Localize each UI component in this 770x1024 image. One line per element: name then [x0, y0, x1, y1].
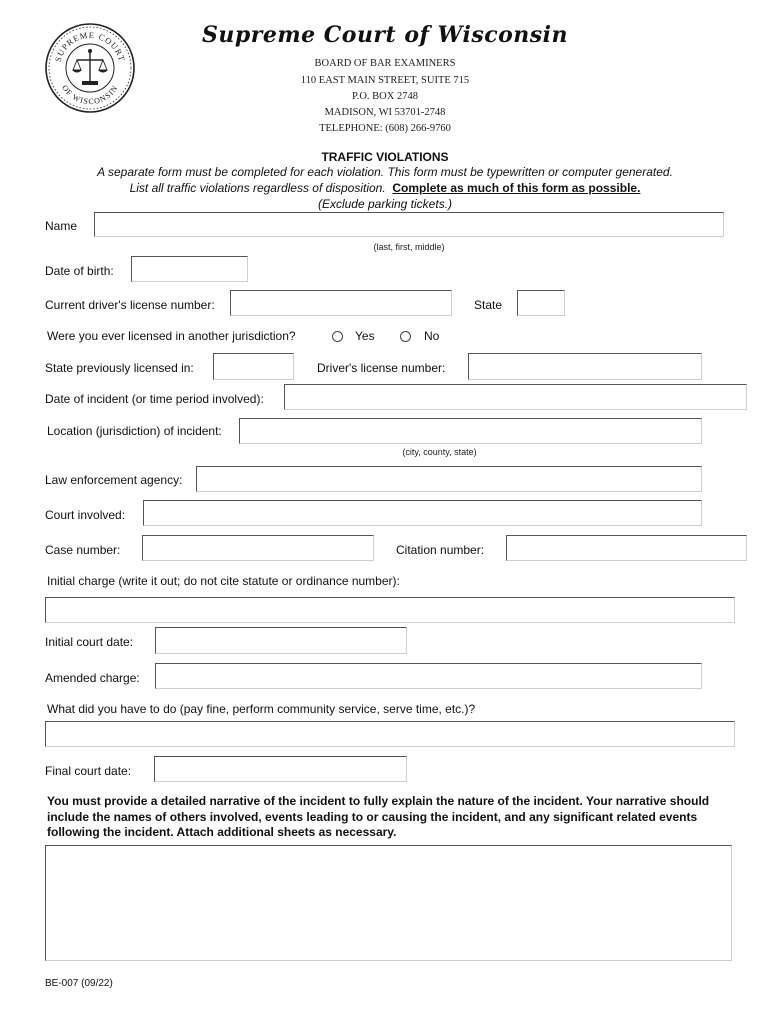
yes-radio[interactable] — [332, 331, 343, 342]
name-input[interactable] — [94, 212, 724, 237]
no-label: No — [424, 329, 440, 343]
instruction-line-3: (Exclude parking tickets.) — [317, 197, 453, 211]
instruction-line-2 — [0, 181, 770, 195]
location-hint: (city, county, state) — [402, 447, 477, 457]
initial-court-date-label: Initial court date: — [45, 635, 134, 649]
initial-charge-label: Initial charge (write it out; do not cite statute or ordinance number): — [47, 574, 400, 588]
court-name-title: Supreme Court of Wisconsin — [201, 22, 569, 48]
prev-state-input[interactable] — [213, 353, 294, 380]
po-box: P.O. BOX 2748 — [352, 91, 418, 102]
board-name: BOARD OF BAR EXAMINERS — [314, 58, 456, 69]
agency-label: Law enforcement agency: — [45, 473, 183, 487]
initial-court-date-input[interactable] — [155, 627, 407, 654]
license-input[interactable] — [230, 290, 452, 316]
svg-text:OF WISCONSIN: OF WISCONSIN — [60, 83, 120, 107]
svg-text:SUPREME COURT: SUPREME COURT — [52, 29, 128, 63]
state-input[interactable] — [517, 290, 565, 316]
prev-license-input[interactable] — [468, 353, 702, 380]
narrative-instruction: You must provide a detailed narrative of the incident to fully explain the nature of the incident. Your narrative should include the names of others involved, events leading to or causing the incident, and any significant related events following the incident. Attach additional sheets as necessary. — [47, 794, 710, 839]
location-input[interactable] — [239, 418, 702, 444]
incident-date-label: Date of incident (or time period involved): — [45, 392, 264, 406]
amended-charge-label: Amended charge: — [45, 671, 140, 685]
location-label: Location (jurisdiction) of incident: — [47, 424, 222, 438]
dob-label: Date of birth: — [45, 264, 114, 278]
case-input[interactable] — [142, 535, 374, 561]
name-hint: (last, first, middle) — [373, 242, 445, 252]
citation-label: Citation number: — [396, 543, 485, 557]
form-title: TRAFFIC VIOLATIONS — [321, 150, 449, 164]
instruction-line-2-text: List all traffic violations regardless of disposition. — [129, 181, 386, 195]
citation-input[interactable] — [506, 535, 747, 561]
street-address: 110 EAST MAIN STREET, SUITE 715 — [300, 75, 470, 86]
initial-charge-input[interactable] — [45, 597, 735, 623]
amended-charge-input[interactable] — [155, 663, 702, 689]
instruction-emphasis: Complete as much of this form as possible. — [392, 181, 641, 195]
prev-state-label: State previously licensed in: — [45, 361, 194, 375]
state-label: State — [474, 298, 503, 312]
no-radio[interactable] — [400, 331, 411, 342]
narrative-textarea[interactable] — [45, 845, 732, 961]
yes-label: Yes — [355, 329, 375, 343]
incident-date-input[interactable] — [284, 384, 747, 410]
what-did-label: What did you have to do (pay fine, perform community service, serve time, etc.)? — [47, 702, 476, 716]
city-state-zip: MADISON, WI 53701-2748 — [324, 107, 446, 118]
prev-license-label: Driver's license number: — [317, 361, 446, 375]
final-court-date-label: Final court date: — [45, 764, 132, 778]
what-did-input[interactable] — [45, 721, 735, 747]
other-jurisdiction-label: Were you ever licensed in another jurisdiction? — [47, 329, 296, 343]
court-label: Court involved: — [45, 508, 126, 522]
final-court-date-input[interactable] — [154, 756, 407, 782]
instruction-line-1: A separate form must be completed for each violation. This form must be typewritten or computer generated. — [97, 165, 673, 179]
form-code: BE-007 (09/22) — [45, 978, 113, 989]
court-input[interactable] — [143, 500, 702, 526]
name-label: Name — [45, 219, 78, 233]
case-label: Case number: — [45, 543, 121, 557]
telephone: TELEPHONE: (608) 266-9760 — [319, 123, 451, 134]
license-label: Current driver's license number: — [45, 298, 215, 312]
dob-input[interactable] — [131, 256, 248, 282]
agency-input[interactable] — [196, 466, 702, 492]
